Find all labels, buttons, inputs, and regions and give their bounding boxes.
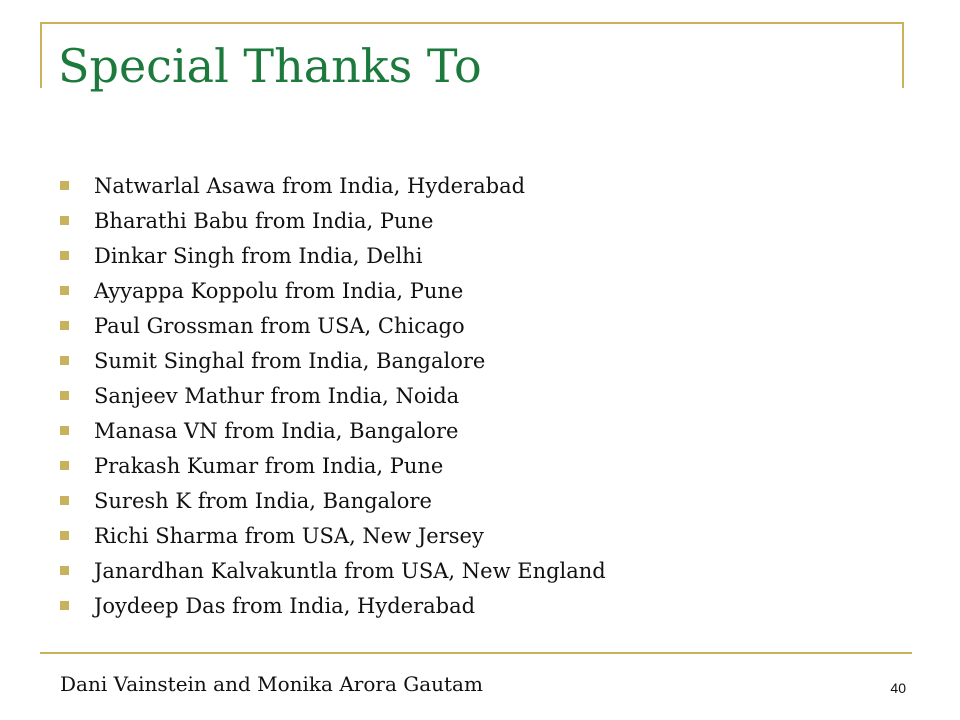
frame-right-line [902, 22, 904, 88]
list-item-text: Janardhan Kalvakuntla from USA, New England [94, 558, 606, 583]
square-bullet-icon [60, 531, 69, 540]
list-item [60, 273, 606, 308]
square-bullet-icon [60, 426, 69, 435]
square-bullet-icon [60, 391, 69, 400]
list-item [60, 553, 606, 588]
slide-title: Special Thanks To [58, 39, 482, 93]
list-item-text: Sanjeev Mathur from India, Noida [94, 383, 460, 408]
list-item [60, 518, 606, 553]
list-item-text: Richi Sharma from USA, New Jersey [94, 523, 484, 548]
list-item [60, 588, 606, 623]
frame-top-line [40, 22, 904, 24]
list-item [60, 168, 606, 203]
list-item-text: Joydeep Das from India, Hyderabad [94, 593, 476, 618]
list-item [60, 483, 606, 518]
list-item-text: Suresh K from India, Bangalore [94, 488, 432, 513]
list-item [60, 238, 606, 273]
list-item-text: Dinkar Singh from India, Delhi [94, 243, 423, 268]
square-bullet-icon [60, 356, 69, 365]
square-bullet-icon [60, 286, 69, 295]
page-number: 40 [890, 680, 906, 696]
list-item-text: Bharathi Babu from India, Pune [94, 208, 434, 233]
list-item-text: Manasa VN from India, Bangalore [94, 418, 459, 443]
list-item [60, 343, 606, 378]
square-bullet-icon [60, 566, 69, 575]
list-item-text: Paul Grossman from USA, Chicago [94, 313, 465, 338]
square-bullet-icon [60, 496, 69, 505]
list-item [60, 413, 606, 448]
square-bullet-icon [60, 216, 69, 225]
square-bullet-icon [60, 251, 69, 260]
square-bullet-icon [60, 321, 69, 330]
footer-authors: Dani Vainstein and Monika Arora Gautam [60, 672, 483, 696]
list-item-text: Natwarlal Asawa from India, Hyderabad [94, 173, 526, 198]
list-item-text: Prakash Kumar from India, Pune [94, 453, 444, 478]
list-item-text: Sumit Singhal from India, Bangalore [94, 348, 486, 373]
list-item-text: Ayyappa Koppolu from India, Pune [94, 278, 464, 303]
list-item [60, 203, 606, 238]
thanks-list [60, 168, 606, 623]
footer-divider [40, 652, 912, 654]
list-item [60, 448, 606, 483]
list-item [60, 378, 606, 413]
square-bullet-icon [60, 601, 69, 610]
list-item [60, 308, 606, 343]
square-bullet-icon [60, 461, 69, 470]
square-bullet-icon [60, 181, 69, 190]
frame-left-line [40, 22, 42, 88]
